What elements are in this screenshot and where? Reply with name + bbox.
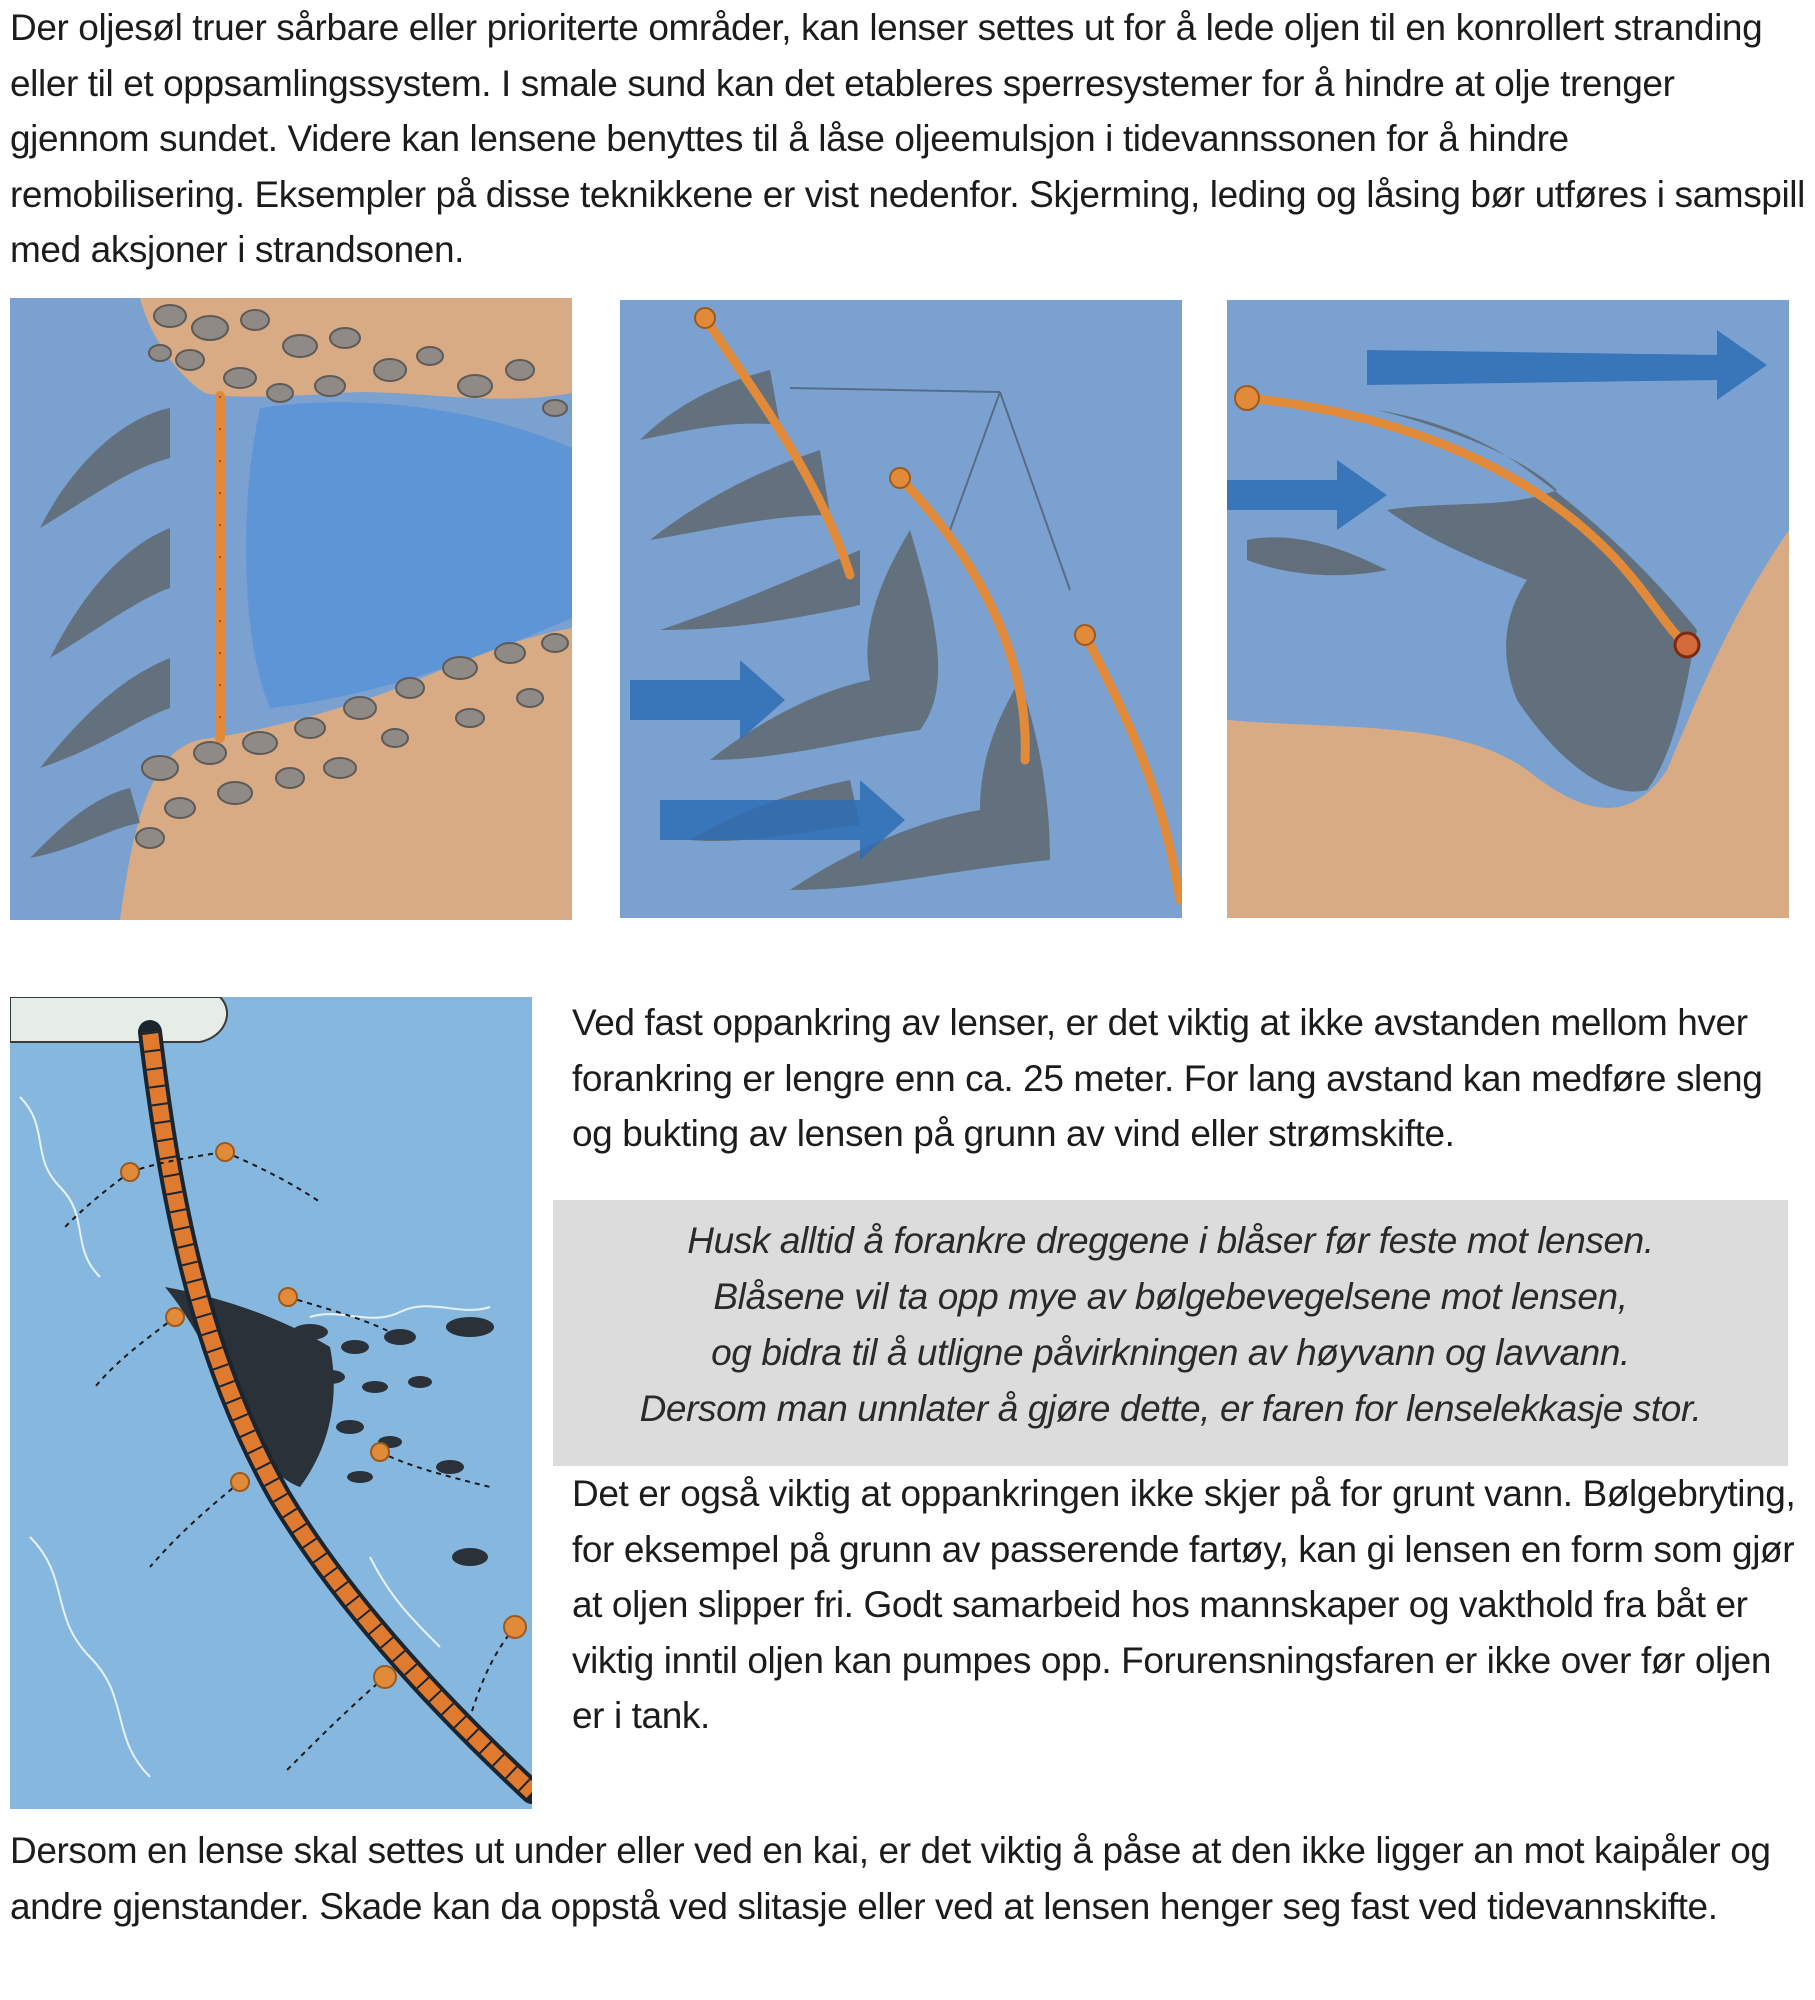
strait-barrier-illustration: [10, 298, 572, 920]
quay: [10, 997, 227, 1042]
quay-paragraph: Dersom en lense skal settes ut under eller ved en kai, er det viktig å påse at den ikke ligger an mot kaipåler og andre gjenstander. Skade kan da oppstå ved slitasje eller ved at lensen henger seg fast ved tidevannskifte.: [10, 1830, 1771, 1927]
north-shore: [140, 298, 572, 399]
cascade-deflection-illustration: [620, 300, 1182, 918]
note-line-2: Blåsene vil ta opp mye av bølgebevegelsene mot lensen,: [713, 1276, 1628, 1317]
reminder-note-box: [553, 1200, 1788, 1466]
anchored-boom-illustration: [10, 997, 532, 1809]
note-line-3: og bidra til å utligne påvirkningen av høyvann og lavvann.: [711, 1332, 1630, 1373]
shallow-water-paragraph: Det er også viktig at oppankringen ikke skjer på for grunt vann. Bølgebryting, for eksempel på grunn av passerende fartøy, kan gi lensen en form som gjør at oljen slipper fri. Godt samarbeid hos mannskaper og vakthold fra båt er viktig inntil oljen kan pumpes opp. Forurensningsfaren er ikke over før oljen er i tank.: [572, 1473, 1796, 1736]
controlled-stranding-illustration: [1227, 300, 1789, 918]
anchoring-paragraph: Ved fast oppankring av lenser, er det viktig at ikke avstanden mellom hver forankring er lengre enn ca. 25 meter. For lang avstand kan medføre sleng og bukting av lensen på grunn av vind eller strømskifte.: [572, 1002, 1763, 1154]
note-line-4: Dersom man unnlater å gjøre dette, er faren for lenselekkasje stor.: [639, 1388, 1702, 1429]
intro-paragraph: Der oljesøl truer sårbare eller prioriterte områder, kan lenser settes ut for å lede oljen til en konrollert stranding eller til et oppsamlingssystem. I smale sund kan det etableres sperresystemer for å hindre at olje trenger gjennom sundet. Videre kan lensene benyttes til å låse oljeemulsjon i tidevannssonen for å hindre remobilisering. Eksempler på disse teknikkene er vist nedenfor. Skjerming, leding og låsing bør utføres i samspill med aksjoner i strandsonen.: [10, 7, 1805, 270]
note-line-1: Husk alltid å forankre dreggene i blåser før feste mot lensen.: [687, 1220, 1654, 1261]
